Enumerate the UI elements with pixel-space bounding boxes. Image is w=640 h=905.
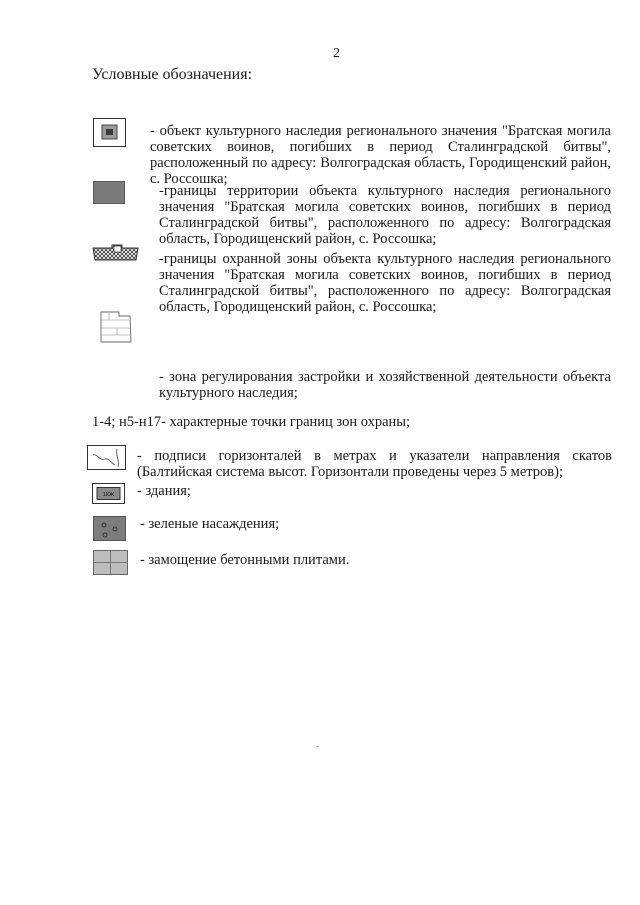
- legend-item-4-text: - зона регулирования застройки и хозяйственной деятельности объекта культурного наследия;: [159, 369, 611, 401]
- legend-item-6-text: - здания;: [137, 483, 191, 499]
- legend-item-1-text: - объект культурного наследия регионального значения "Братская могила советских воинов, погибших в период Сталинградской битвы", расположенный по адресу: Волгоградская область, Городищенский район, с. Россошка;: [150, 123, 611, 187]
- concrete-paving-icon: [93, 550, 129, 576]
- green-plantings-icon: [93, 516, 127, 542]
- legend-item-8-text: - замощение бетонными плитами.: [140, 552, 350, 568]
- cultural-heritage-object-icon: [93, 118, 127, 148]
- scan-speck: [316, 746, 319, 747]
- page-number: 2: [333, 46, 340, 61]
- building-icon-label: 1КЖ: [102, 491, 115, 498]
- territory-boundary-icon: [93, 181, 126, 205]
- legend-heading: Условные обозначения:: [92, 66, 253, 83]
- building-regulation-zone-icon: [99, 311, 133, 344]
- legend-item-3-text: -границы охранной зоны объекта культурного наследия регионального значения "Братская могила советских воинов, погибших в период Сталинградской битвы", расположенного по адресу: Волгоградская область, Городищенский район, с. Россошка;: [159, 251, 611, 315]
- protection-zone-boundary-icon: [92, 244, 140, 262]
- legend-item-5-text: - подписи горизонталей в метрах и указатели направления скатов (Балтийская система высот. Горизонтали проведены через 5 метров);: [137, 448, 612, 480]
- boundary-points-note: 1-4; н5-н17- характерные точки границ зон охраны;: [92, 414, 411, 430]
- legend-item-7-text: - зеленые насаждения;: [140, 516, 280, 532]
- building-icon: [92, 483, 126, 505]
- legend-item-2-text: -границы территории объекта культурного наследия регионального значения "Братская могила советских воинов, погибших в период Сталинградской битвы", расположенного по адресу: Волгоградская область, Городищенский район, с. Россошка;: [159, 183, 611, 247]
- contour-lines-icon: [87, 445, 127, 471]
